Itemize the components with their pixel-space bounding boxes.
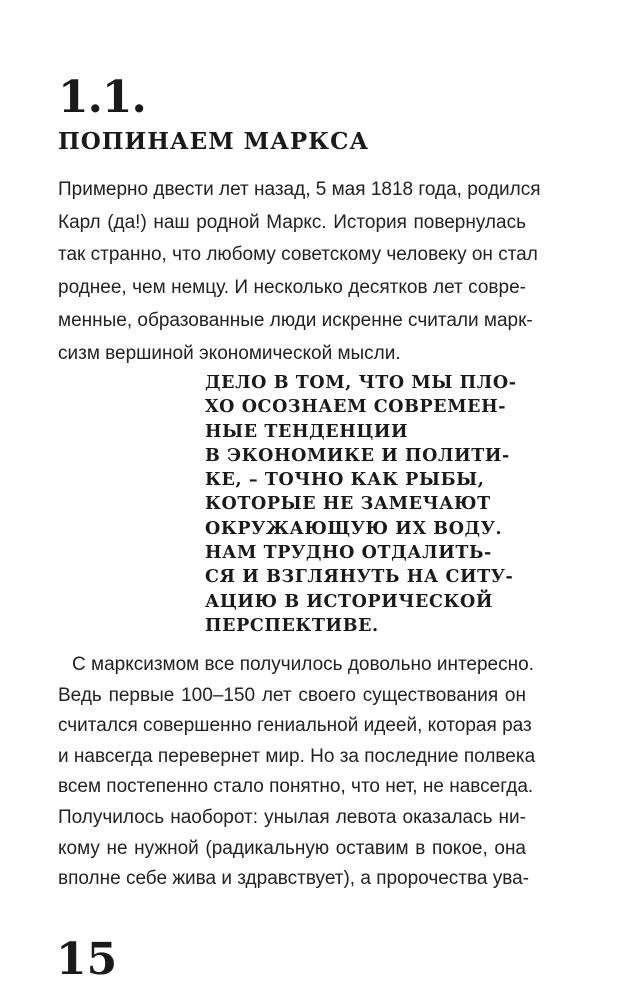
text-line: Карл (да!) наш родной Маркс. История повернулась xyxy=(58,211,526,233)
section-number: 1.1. xyxy=(58,72,146,123)
quote-line: НАМ ТРУДНО ОТДАЛИТЬ- xyxy=(205,543,492,564)
text-line: Получилось наоборот: унылая левота оказалась ни- xyxy=(58,806,526,828)
text-line: и навсегда перевернет мир. Но за последние полвека xyxy=(58,745,536,767)
text-line: вполне себе жива и здравствует), а пророчества ува- xyxy=(58,868,530,890)
page-number: 15 xyxy=(56,934,118,985)
quote-line: НЫЕ ТЕНДЕНЦИИ xyxy=(205,421,409,442)
section-title: ПОПИНАЕМ МАРКСА xyxy=(58,128,370,155)
quote-line: В ЭКОНОМИКЕ И ПОЛИТИ- xyxy=(205,445,510,466)
pull-quote xyxy=(205,371,527,638)
quote-line: ОКРУЖАЮЩУЮ ИХ ВОДУ. xyxy=(205,518,503,539)
text-line: менные, образованные люди искренне считали марк- xyxy=(58,309,533,331)
quote-line: КЕ, – ТОЧНО КАК РЫБЫ, xyxy=(205,470,485,491)
text-line: считался совершенно гениальной идеей, которая раз xyxy=(58,715,532,737)
quote-line: ХО ОСОЗНАЕМ СОВРЕМЕН- xyxy=(205,397,507,418)
quote-line: СЯ И ВЗГЛЯНУТЬ НА СИТУ- xyxy=(205,567,514,588)
text-line: Ведь первые 100–150 лет своего существования он xyxy=(58,684,526,706)
text-line: всем постепенно стало понятно, что нет, не навсегда. xyxy=(58,776,534,798)
paragraph-1 xyxy=(58,174,541,370)
quote-line: ПЕРСПЕКТИВЕ. xyxy=(205,615,379,636)
text-line: кому не нужной (радикальную оставим в покое, она xyxy=(58,837,526,859)
paragraph-2 xyxy=(58,650,536,895)
quote-line: КОТОРЫЕ НЕ ЗАМЕЧАЮТ xyxy=(205,494,491,515)
quote-line: ДЕЛО В ТОМ, ЧТО МЫ ПЛО- xyxy=(205,373,517,393)
text-line: сизм вершиной экономической мысли. xyxy=(58,342,401,364)
text-line: так странно, что любому советскому человеку он стал xyxy=(58,244,538,266)
text-line: Примерно двести лет назад, 5 мая 1818 года, родился xyxy=(58,179,541,200)
quote-line: АЦИЮ В ИСТОРИЧЕСКОЙ xyxy=(205,591,493,612)
text-line: роднее, чем немцу. И несколько десятков лет совре- xyxy=(58,277,526,299)
text-line: С марксизмом все получилось довольно интересно. xyxy=(72,654,534,675)
